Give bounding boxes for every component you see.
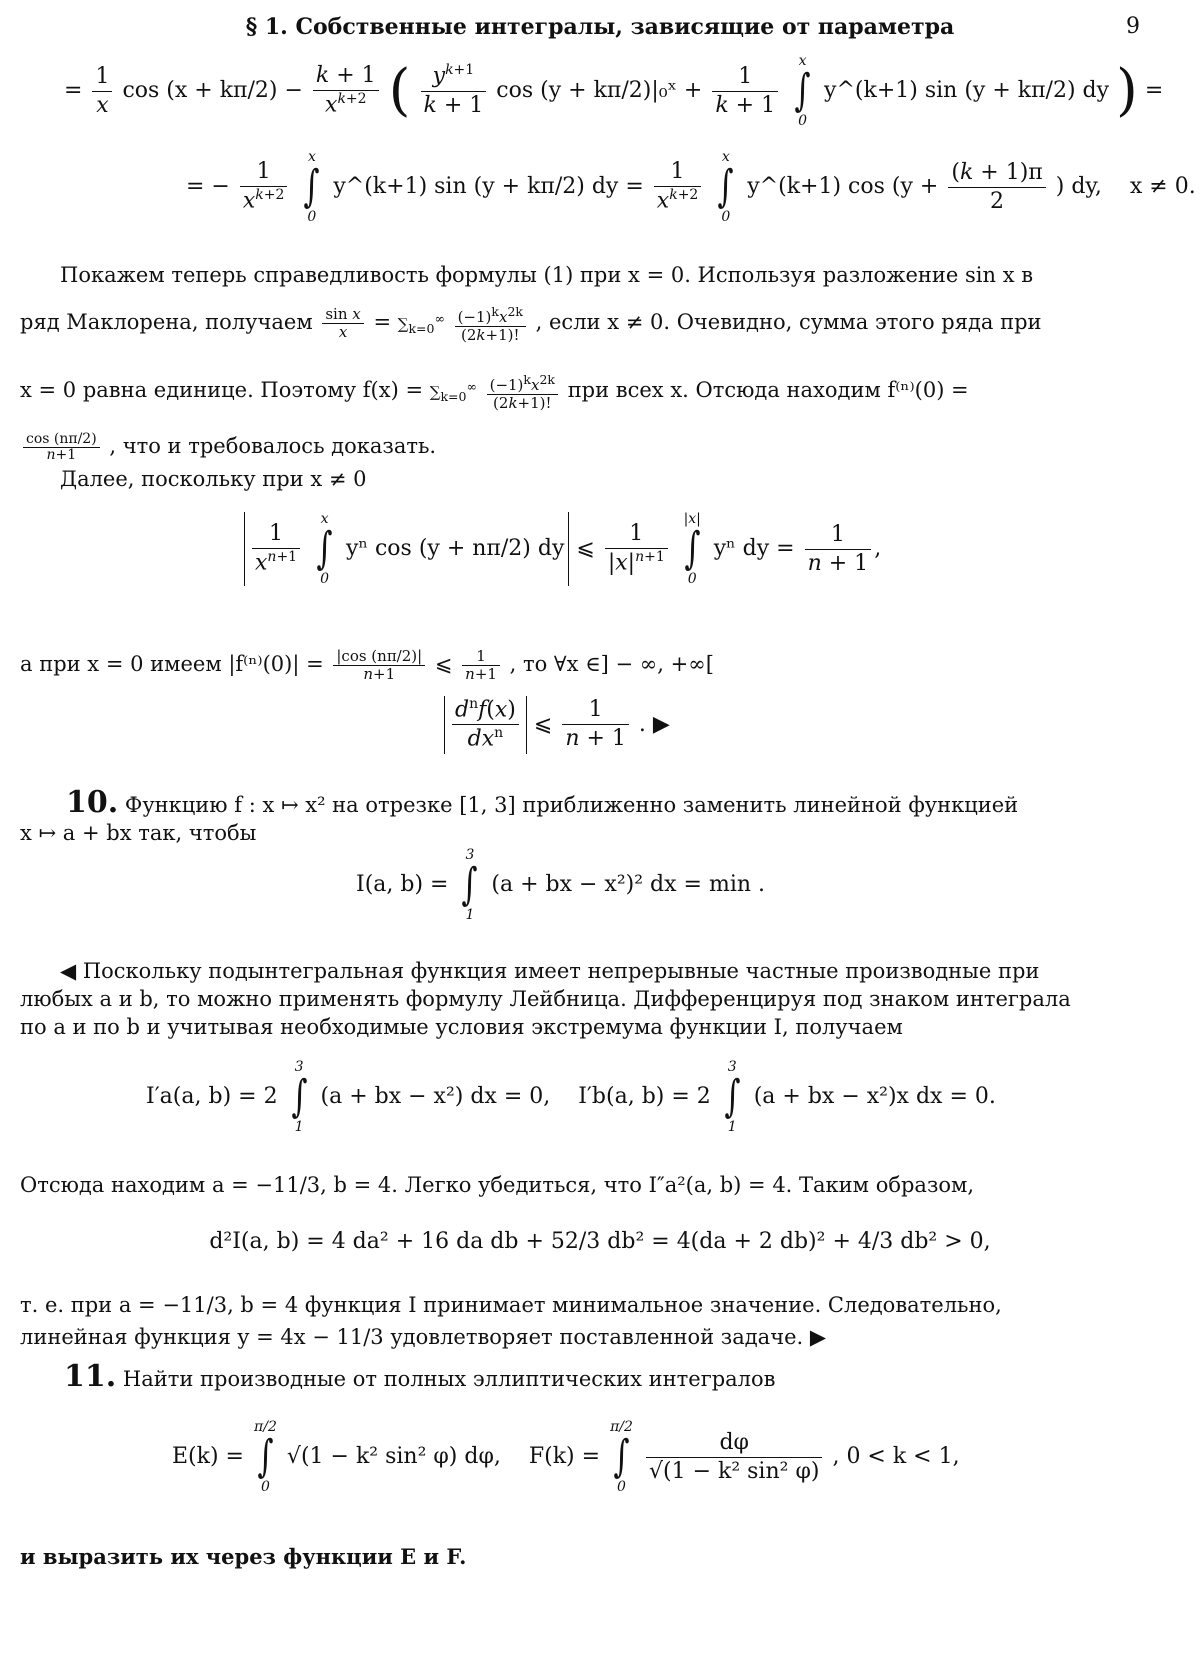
problem-10-line: 10. Функцию f : x ↦ x² на отрезке [1, 3] приближенно заменить линейной функцией (66, 785, 1019, 820)
text-line: линейная функция y = 4x − 11/3 удовлетворяет поставленной задаче. ▶ (20, 1325, 827, 1349)
text-line: любых a и b, то можно применять формулу Лейбница. Дифференцируя под знаком интеграла (20, 987, 1071, 1011)
problem-11-line: 11. Найти производные от полных эллиптических интегралов (64, 1359, 776, 1394)
formula-3: $\frac{1}{x^{n+1}}$ x ∫ 0 yⁿ cos (y + nπ/2) dy ⩽ $\frac{1}{|x|^{n+1}}$ |x| ∫ 0 yⁿ dy = $\frac{1}{n + 1}$ , (244, 512, 881, 586)
formula-2: = − $\frac{1}{x^{k+2}}$ x ∫ 0 y^(k+1) sin (y + kπ/2) dy = $\frac{1}{x^{k+2}}$ x ∫ 0 y^(k+1) cos (y + $\frac{(k + 1)\pi}{2}$ ) dy, x ≠ 0. (186, 149, 1196, 225)
text-line: x ↦ a + bx так, чтобы (20, 821, 257, 845)
formula-4: $\frac{d^nf(x)}{dx^n}$ ⩽ $\frac{1}{n + 1}$ . ▶ (444, 696, 670, 754)
formula-7: d²I(a, b) = 4 da² + 16 da db + 52/3 db² = 4(da + 2 db)² + 4/3 db² > 0, (209, 1229, 991, 1254)
formula-6: I′a(a, b) = 2 3 ∫ 1 (a + bx − x²) dx = 0, I′b(a, b) = 2 3 ∫ 1 (a + bx − x²)x dx = 0. (146, 1059, 996, 1135)
problem-number: 10. (66, 785, 119, 820)
formula-8: E(k) = π/2 ∫ 0 √(1 − k² sin² φ) dφ, F(k) = π/2 ∫ 0 $\frac{d\varphi}{\text{√(1 − k² sin² φ)}}$ , 0 < k < 1, (172, 1419, 960, 1495)
running-header: § 1. Собственные интегралы, зависящие от параметра (245, 14, 955, 40)
formula-1: = $\frac{1}{x}$ cos (x + kπ/2) − $\frac{k + 1}{x^{k+2}}$ ( $\frac{y^{k+1}}{k + 1}$ cos (y + kπ/2)|₀ˣ + $\frac{1}{k + 1}$ x ∫ 0 y^(k+1) sin (y + kπ/2) dy ) = (64, 53, 1164, 129)
text-line: $\frac{\cos (n\pi/2)}{n+1}$ , что и требовалось доказать. (20, 432, 436, 463)
text-line: Покажем теперь справедливость формулы (1) при x = 0. Используя разложение sin x в (60, 263, 1034, 287)
formula-5: I(a, b) = 3 ∫ 1 (a + bx − x²)² dx = min . (356, 847, 766, 923)
problem-number: 11. (64, 1359, 117, 1394)
text-line: по a и по b и учитывая необходимые условия экстремума функции I, получаем (20, 1015, 903, 1039)
text-line: т. е. при a = −11/3, b = 4 функция I принимает минимальное значение. Следовательно, (20, 1293, 1002, 1317)
text-line: x = 0 равна единице. Поэтому $f(x) = \sum_{k=0}^\infty$ $\frac{(-1)^kx^{2k}}{(2k+1)!}$ при всех x. Отсюда находим f⁽ⁿ⁾(0) = (20, 372, 969, 412)
text-line: ◀ Поскольку подынтегральная функция имеет непрерывные частные производные при (60, 959, 1040, 983)
text-line: Отсюда находим a = −11/3, b = 4. Легко убедиться, что I″a²(a, b) = 4. Таким образом, (20, 1173, 975, 1197)
text-line: Далее, поскольку при x ≠ 0 (60, 467, 367, 491)
text-line: а при x = 0 имеем |f⁽ⁿ⁾(0)| = $\frac{|\cos (n\pi/2)|}{n+1}$ ⩽ $\frac{1}{n+1}$ , то ∀x ∈] − ∞, +∞[ (20, 647, 714, 683)
text-line: и выразить их через функции E и F. (20, 1544, 467, 1569)
page-number: 9 (1126, 14, 1140, 39)
text-line: ряд Маклорена, получаем $\frac{\text{sin x}}{x}$ = $\sum_{k=0}^\infty$ $\frac{(-1)^kx^{2k}}{(2k+1)!}$ , если x ≠ 0. Очевидно, сумма этого ряда при (20, 304, 1042, 344)
